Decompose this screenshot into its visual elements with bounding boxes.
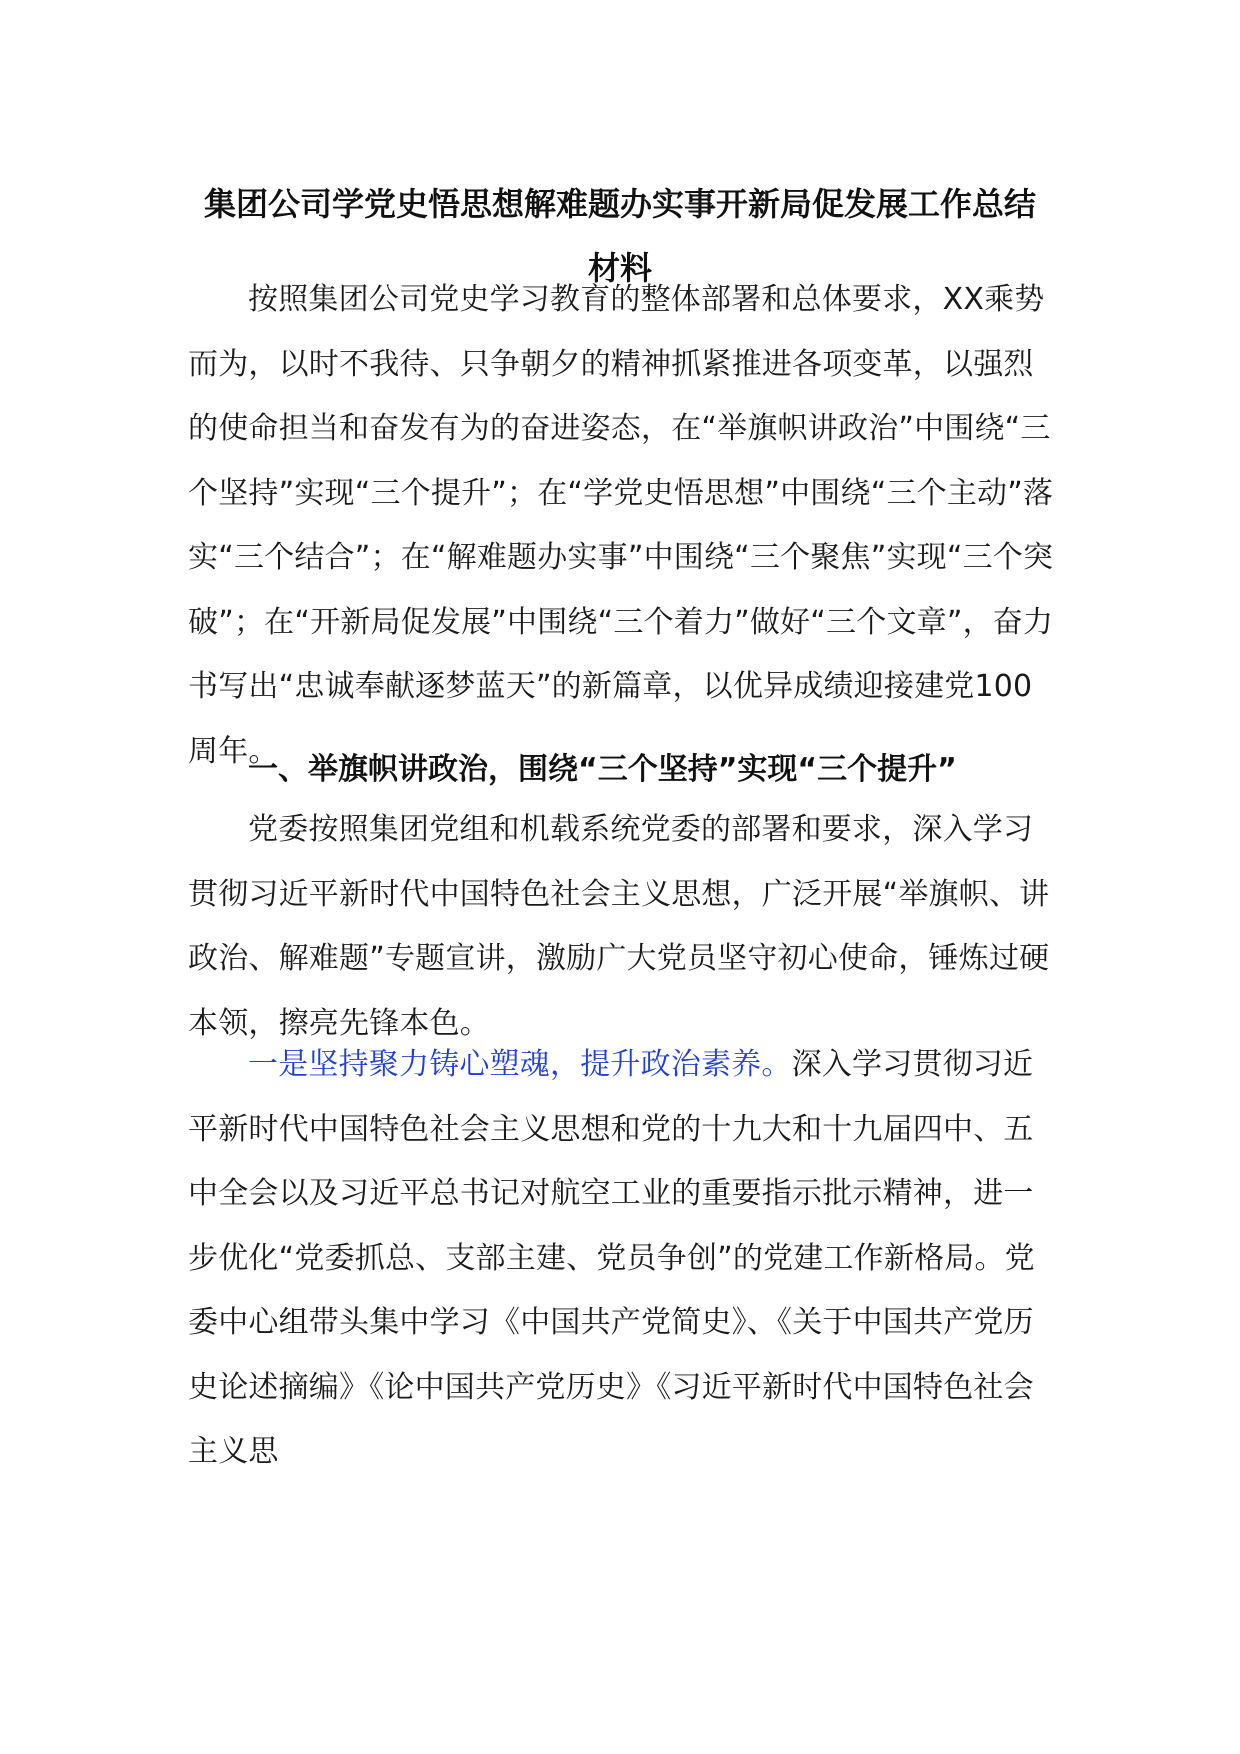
section-heading: 一、举旗帜讲政治，围绕“三个坚持”实现“三个提升” bbox=[248, 752, 957, 787]
point-body-text: 深入学习贯彻习近平新时代中国特色社会主义思想和党的十九大和十九届四中、五中全会以及习近平总书记对航空工业的重要指示批示精神，进一步优化“党委抓总、支部主建、党员争创”的党建工作新格局。党委中心组带头集中学习《中国共产党简史》、《关于中国共产党历史论述摘编》《论中国共产党历史》《习近平新时代中国特色社会主义思 bbox=[188, 1047, 1035, 1469]
document-title: 集团公司学党史悟思想解难题办实事开新局促发展工作总结材料 bbox=[203, 185, 1036, 287]
section-paragraph: 党委按照集团党组和机载系统党委的部署和要求，深入学习贯彻习近平新时代中国特色社会主义思想，广泛开展“举旗帜、讲政治、解难题”专题宣讲，激励广大党员坚守初心使命，锤炼过硬本领，擦亮先锋本色。 bbox=[188, 812, 1050, 1041]
point-lead-emphasis: 一是坚持聚力铸心塑魂，提升政治素养。 bbox=[248, 1047, 792, 1082]
intro-paragraph: 按照集团公司党史学习教育的整体部署和总体要求，XX乘势而为，以时不我待、只争朝夕的精神抓紧推进各项变革，以强烈的使命担当和奋发有为的奋进姿态，在“举旗帜讲政治”中围绕“三个坚持”实现“三个提升”；在“学党史悟思想”中围绕“三个主动”落实“三个结合”；在“解难题办实事”中围绕“三个聚焦”实现“三个突破”；在“开新局促发展”中围绕“三个着力”做好“三个文章”，奋力书写出“忠诚奉献逐梦蓝天”的新篇章，以优异成绩迎接建党100周年。 bbox=[188, 282, 1054, 769]
point-paragraph bbox=[188, 1033, 1054, 1485]
